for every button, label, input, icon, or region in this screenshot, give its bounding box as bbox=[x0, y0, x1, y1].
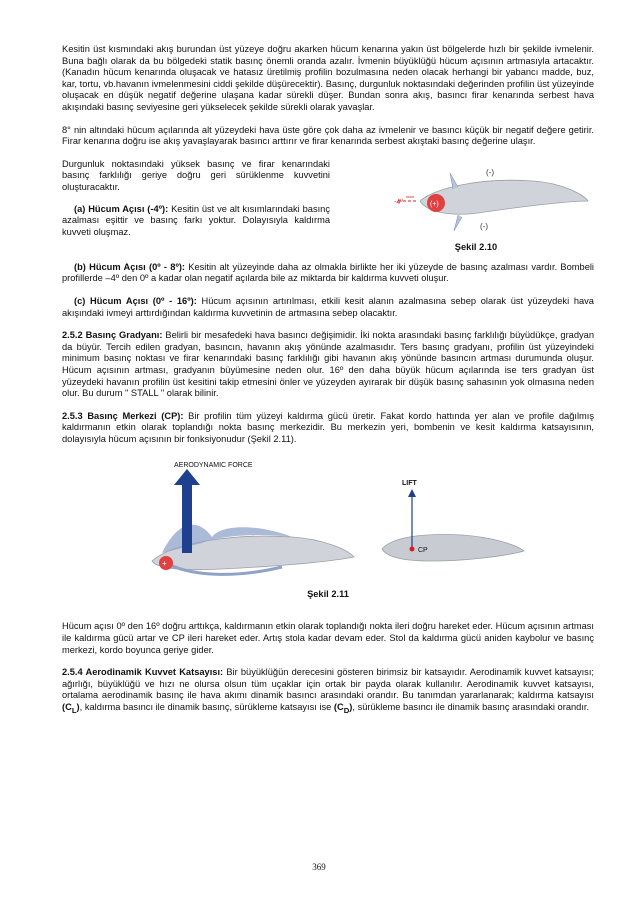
figure-2-11 bbox=[62, 453, 594, 603]
paragraph-c-angle bbox=[62, 296, 594, 319]
label-b-angle: (b) Hücum Açısı (0º - 8º): bbox=[74, 261, 186, 272]
text-a-angle: Kesitin üst ve alt kısımlarındaki basınç azalması eşittir ve basınç farkı yoktur. Dolayısıyla kaldırma kuvveti oluşmaz. bbox=[62, 203, 330, 237]
heading-center-of-pressure: 2.5.3 Basınç Merkezi (CP): bbox=[62, 410, 184, 421]
paragraph-8-degree: 8° nin altındaki hücum açılarında alt yüzeydeki hava üste göre çok daha az ivmelenir ve basıncı küçük bir negatif değere getirir. Firar kenarına doğru ise akış yavaşlayarak basıncı arttırır ve firar kenarında serbest akıştaki basınç değerine ulaşır. bbox=[62, 124, 594, 147]
figure-2-10-row bbox=[62, 159, 594, 252]
cd-open: (C bbox=[333, 702, 344, 713]
paragraph-cp-movement: Hücum açısı 0º den 16º doğru arttıkça, kaldırmanın etkin olarak toplandığı nokta ileri doğru hareket eder. Hücum açısının artması ile kaldırma gücü artar ve CP ileri hareket eder. Artış stola kadar devam eder. Stol da kaldırma gücü aniden kaybolur ve basınç merkezi, kordo boyunca geriye gider. bbox=[62, 621, 594, 655]
paragraph-stagnation: Durgunluk noktasındaki yüksek basınç ve firar kenarındaki basınç farklılığı geriye doğru geri sürüklenme kuvvetini oluşturacaktır. bbox=[62, 158, 330, 192]
text-center-of-pressure: Bir profilin tüm yüzeyi kaldırma gücü üretir. Fakat kordo hattında yer alan ve profile dağılmış kaldırmanın etkin olarak toplandığı nokta basınç merkezidir. Bu merkezin yeri, bombenin ve kesit kaldırma katsayısının, dolayısıyla hücum açısının bir fonksiyonudur (Şekil 2.11). bbox=[62, 410, 595, 444]
figure-2-10-caption: Şekil 2.10 bbox=[454, 241, 498, 252]
airfoil-diagram-2-10 bbox=[358, 159, 594, 237]
cd-symbol bbox=[333, 702, 353, 715]
paragraph-a-angle bbox=[62, 204, 330, 239]
cp-point bbox=[410, 547, 415, 552]
text-c-angle: Hücum açısının artırılması, etkili kesit alanın azalmasına sebep olarak üst yüzeydeki hava akışındaki ivmeyi arttırdığından kaldırma kuvvetinin de artmasına sebep olacaktır. bbox=[62, 295, 594, 318]
minus-lower-label: (-) bbox=[480, 221, 488, 231]
label-a-angle: (a) Hücum Açısı (-4º): bbox=[74, 203, 169, 214]
aerodynamic-force-arrow-shaft bbox=[182, 483, 192, 553]
page-body bbox=[62, 44, 594, 716]
plus-label-2: + bbox=[162, 559, 167, 569]
paragraph-pressure-gradient bbox=[62, 330, 594, 400]
figure-2-10 bbox=[358, 159, 594, 252]
plus-label: (+) bbox=[430, 200, 439, 208]
lift-label: LIFT bbox=[402, 480, 417, 488]
figure-2-11-caption: Şekil 2.11 bbox=[307, 589, 349, 600]
text-pressure-gradient: Belirli bir mesafedeki hava basıncı değişimidir. İki nokta arasındaki basınç farklılığı büyüdükçe, gradyan da büyür. Tercih edilen gradyan, basıncın, havanın akış yönünde azalmasıdır. Ters basınç gradyanı, profilin üst yüzeyindeki minimum basınç noktası ve firar kenarındaki basınç farklılığı gibi havanın akış yönünde basıncın artması durumunda oluşur. Hücum açısının artması, gradyanın büyümesine neden olur. 16º den daha büyük hücum açılarında ise ters gradyan üst yüzeydeki havanın profilin üst kesitini takip etmesini önler ve yüzeyden ayırarak bir düşük basınç sahasının yok olmasına neden olur. Bu durum " STALL " olarak bilinir. bbox=[62, 330, 594, 399]
cp-label: CP bbox=[418, 547, 428, 555]
page-number: 369 bbox=[312, 862, 326, 872]
airfoil-diagram-2-11 bbox=[62, 453, 594, 603]
text-force-coefficient-end: , sürükleme basıncı ile dinamik basınç arasındaki orandır. bbox=[352, 702, 590, 713]
text-force-coefficient: Bir büyüklüğün derecesini gösteren birimsiz bir katsayıdır. Aerodinamik kuvvet katsayısı; ağırlığı, büyüklüğü ve hızı ne olursa olsun tüm uçaklar için ortak bir payda olarak kullanılır. Aerodinamik kuvvet katsayısı, ortalama aerodinamik basınç ile hava akımı dinamik basıncı arasındaki orandır. Bu tanımdan yararlanarak; kaldırma katsayısı bbox=[62, 667, 594, 701]
paragraph-b-angle bbox=[62, 262, 594, 285]
cl-open: (C bbox=[62, 702, 72, 713]
text-b-angle: Kesitin alt yüzeyinde daha az olmakla birlikte her iki yüzeyde de basınç azalması vardır. Bombeli profillerde –4º den 0º a kadar olan negatif açılarda bile az miktarda bir kaldırma kuvveti oluşur. bbox=[62, 261, 594, 284]
airfoil-shape bbox=[420, 180, 588, 214]
heading-pressure-gradient: 2.5.2 Basınç Gradyanı: bbox=[62, 330, 163, 341]
cl-symbol bbox=[62, 702, 80, 715]
cl-close: ) bbox=[76, 702, 80, 713]
cd-subscript: D bbox=[343, 705, 350, 715]
paragraph-force-coefficient bbox=[62, 667, 594, 716]
heading-force-coefficient: 2.5.4 Aerodinamik Kuvvet Katsayısı: bbox=[62, 667, 224, 678]
text-force-coefficient-mid: , kaldırma basıncı ile dinamik basınç, sürükleme katsayısı ise bbox=[79, 702, 334, 713]
minus-upper-label: (-) bbox=[486, 167, 494, 177]
label-c-angle: (c) Hücum Açısı (0º - 16º): bbox=[74, 295, 197, 306]
aerodynamic-force-label: AERODYNAMIC FORCE bbox=[174, 462, 253, 470]
paragraph-center-of-pressure bbox=[62, 411, 594, 446]
cd-close: ) bbox=[349, 702, 353, 713]
paragraph-intro: Kesitin üst kısmındaki akış burundan üst yüzeye doğru akarken hücum kenarına yakın üst bölgelerde hızlı bir şekilde ivmelenir. Buna bağlı olarak da bu bölgedeki statik basınç önemli oranda azalır. İvmenin büyüklüğü hücum açısının artmasıyla artacaktır. (Kanadın hücum kenarında oluşacak ve hatasız üretilmiş profilin bozulmasına neden olacak herhangi bir yabancı madde, buz, kar, tortu, vb.havanın ivmelenmesini ciddi şekilde düşürecektir). Basınç, durgunluk noktasındaki değerinden profilin üst yüzeyinde oluşacak en düşük negatif değerine ulaşana kadar sürekli düşer. Bundan sonra akış, basıncı firar kenarında serbest hava akışındaki basınç seviyesine geri yükselecek şekilde sürekli olarak yavaşlar. bbox=[62, 44, 594, 112]
cl-subscript: L bbox=[71, 705, 77, 715]
angle-label: -4º bbox=[394, 198, 403, 206]
